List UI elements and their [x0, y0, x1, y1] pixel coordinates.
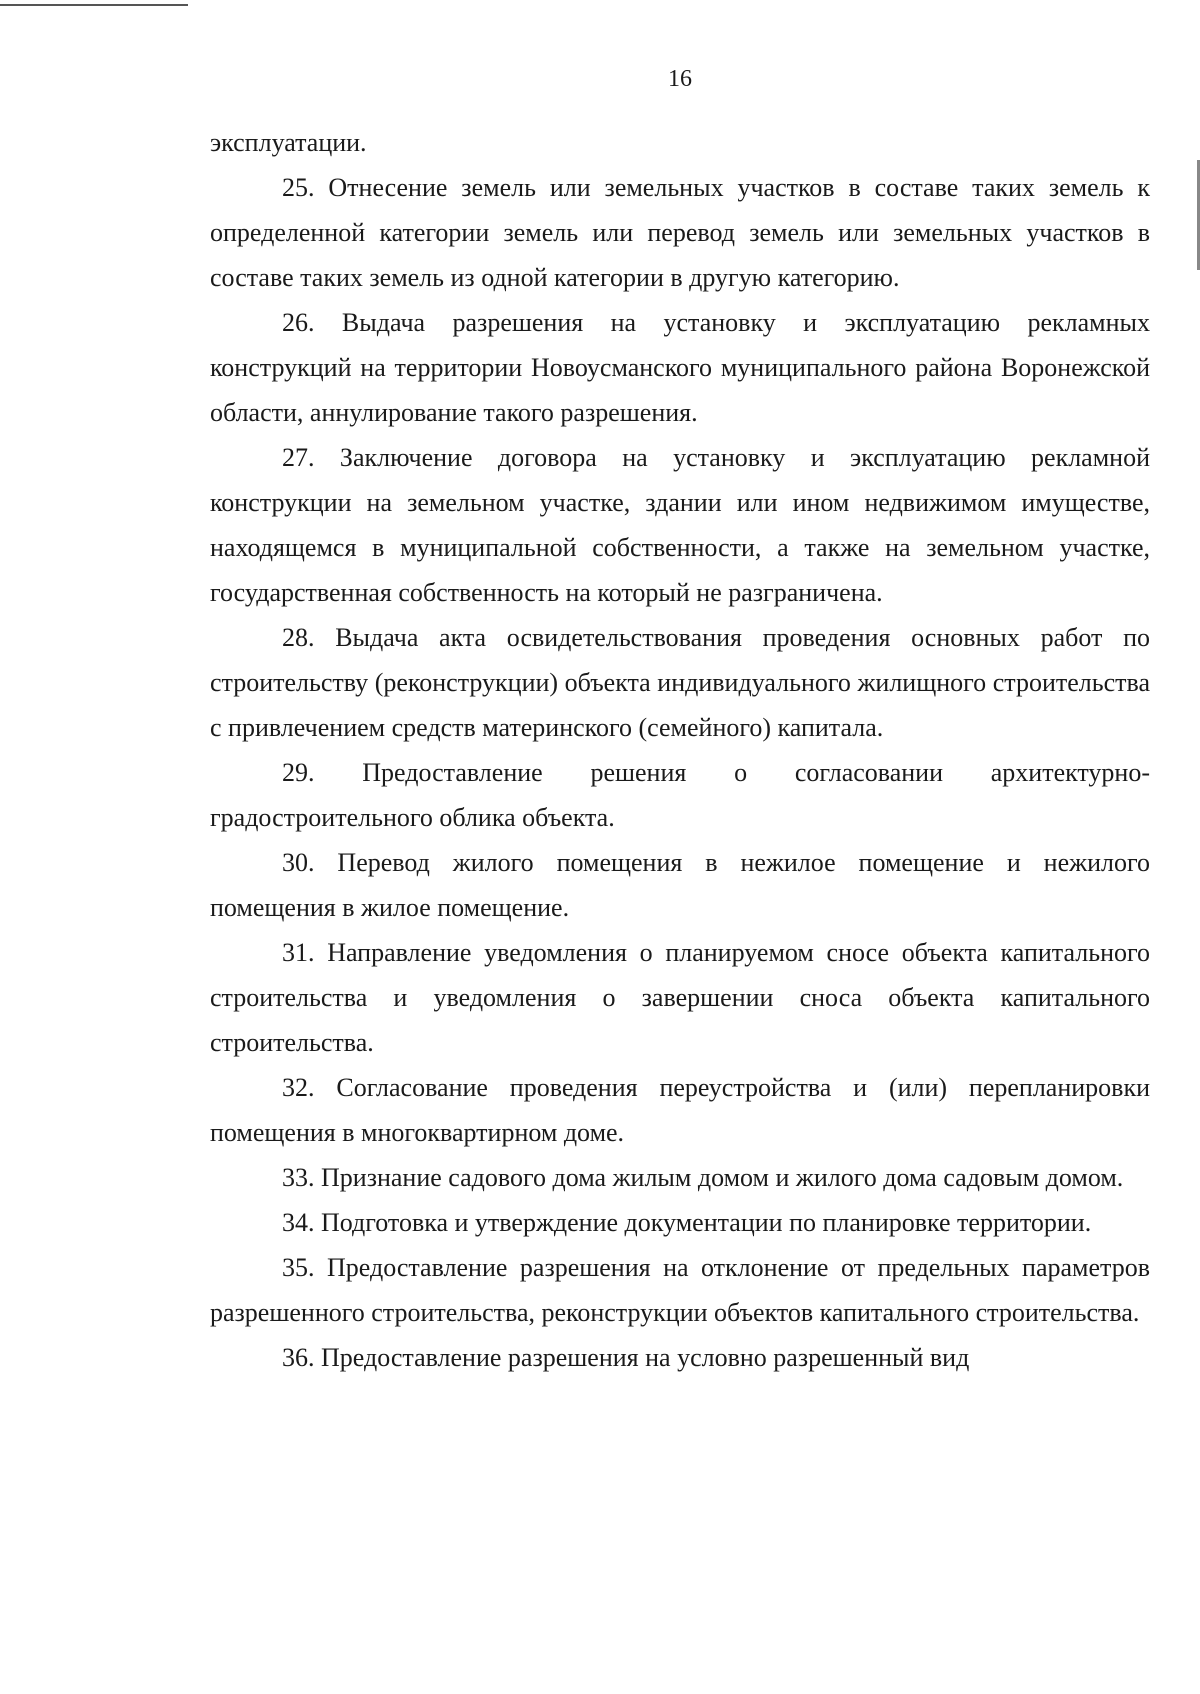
list-item-25: 25. Отнесение земель или земельных участков в составе таких земель к определенной категории земель или перевод земель или земельных участков в составе таких земель из одной категории в другую категорию. — [210, 173, 1150, 292]
list-item-27: 27. Заключение договора на установку и эксплуатацию рекламной конструкции на земельном участке, здании или ином недвижимом имуществе, находящемся в муниципальной собственности, а также на земельном участке, государственная собственность на который не разграничена. — [210, 443, 1150, 607]
list-item-26: 26. Выдача разрешения на установку и эксплуатацию рекламных конструкций на территории Новоусманского муниципального района Воронежской области, аннулирование такого разрешения. — [210, 308, 1150, 427]
list-item-36: 36. Предоставление разрешения на условно разрешенный вид — [282, 1343, 970, 1372]
list-item-28: 28. Выдача акта освидетельствования проведения основных работ по строительству (реконструкции) объекта индивидуального жилищного строительства с привлечением средств материнского (семейного) капитала. — [210, 623, 1150, 742]
list-item-33: 33. Признание садового дома жилым домом и жилого дома садовым домом. — [282, 1163, 1124, 1192]
list-item-30: 30. Перевод жилого помещения в нежилое помещение и нежилого помещения в жилое помещение. — [210, 848, 1150, 922]
list-item-29: 29. Предоставление решения о согласовании архитектурно-градостроительного облика объекта. — [210, 758, 1150, 832]
list-item-31: 31. Направление уведомления о планируемом сносе объекта капитального строительства и уведомления о завершении сноса объекта капитального строительства. — [210, 938, 1150, 1057]
page-number: 16 — [668, 66, 692, 92]
list-item-34: 34. Подготовка и утверждение документации по планировке территории. — [282, 1208, 1092, 1237]
paragraph-continuation: эксплуатации. — [210, 128, 367, 157]
list-item-32: 32. Согласование проведения переустройства и (или) перепланировки помещения в многоквартирном доме. — [210, 1073, 1150, 1147]
document-body — [210, 120, 1150, 1380]
scan-artifact-line — [0, 4, 188, 6]
list-item-35: 35. Предоставление разрешения на отклонение от предельных параметров разрешенного строительства, реконструкции объектов капитального строительства. — [210, 1253, 1150, 1327]
